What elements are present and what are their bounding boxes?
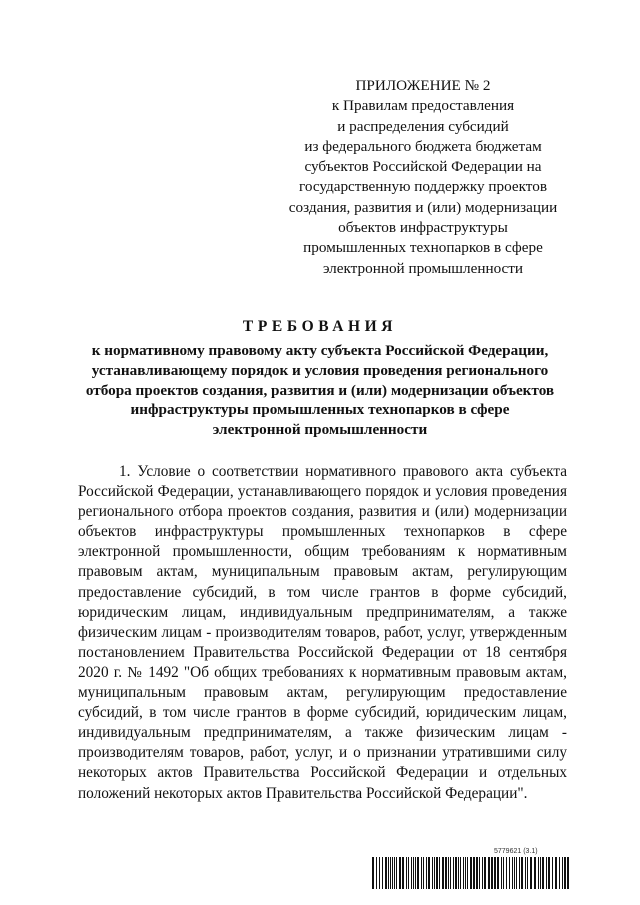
barcode-bar [501, 857, 502, 889]
barcode-bar [458, 857, 459, 889]
body-line: производителям товаров, работ, услуг, и о признании утратившими силу [78, 744, 567, 762]
barcode-bar [559, 857, 560, 889]
body-line: регионального отбора проектов создания, развития и (или) модернизации [78, 503, 567, 521]
body-line: предоставление субсидий, в том числе грантов в форме субсидий, [78, 583, 567, 601]
barcode-bar [540, 857, 541, 889]
appendix-header [278, 76, 568, 279]
barcode-bar [396, 857, 397, 889]
barcode-bar [497, 857, 499, 889]
barcode-bar [428, 857, 430, 889]
barcode-label: 5779621 (3.1) [494, 848, 538, 855]
barcode-bar [413, 857, 414, 889]
barcode-bar [460, 857, 461, 889]
subtitle-line: электронной промышленности [212, 421, 428, 439]
barcode-bar [399, 857, 401, 889]
barcode-image [372, 857, 569, 889]
document-subtitle [60, 341, 580, 440]
appendix-line: электронной промышленности [322, 259, 524, 277]
barcode-bar [388, 857, 389, 889]
barcode-bar [408, 857, 409, 889]
barcode-bar [432, 857, 433, 889]
barcode-bar [564, 857, 566, 889]
barcode-bar [534, 857, 536, 889]
barcode-bar [548, 857, 550, 889]
barcode-bar [434, 857, 435, 889]
barcode-bar [465, 857, 466, 889]
barcode-bar [546, 857, 547, 889]
barcode-bar [494, 857, 496, 889]
barcode-bar [555, 857, 557, 889]
barcode-bar [538, 857, 539, 889]
appendix-line: и распределения субсидий [337, 117, 509, 135]
barcode-bar [421, 857, 422, 889]
barcode-bar [436, 857, 438, 889]
barcode-bar [450, 857, 451, 889]
body-line: 1. Условие о соответствии нормативного правового акта субъекта [119, 463, 567, 480]
barcode-bar [506, 857, 507, 889]
barcode-bar [439, 857, 440, 889]
barcode-bar [470, 857, 472, 889]
body-paragraph [78, 462, 567, 804]
barcode-bar [562, 857, 563, 889]
barcode-bar [512, 857, 513, 889]
barcode-bar [379, 857, 380, 889]
barcode-bar [385, 857, 387, 889]
barcode-bar [552, 857, 553, 889]
appendix-line: создания, развития и (или) модернизации [288, 198, 558, 216]
barcode-bar [453, 857, 454, 889]
subtitle-line: инфраструктуры промышленных технопарков в сфере [130, 401, 510, 419]
appendix-line: ПРИЛОЖЕНИЕ № 2 [355, 77, 491, 94]
barcode-bar [417, 857, 419, 889]
barcode-bar [426, 857, 427, 889]
barcode-bar [406, 857, 407, 889]
barcode-bar [516, 857, 517, 889]
barcode-bar [448, 857, 449, 889]
barcode-bar [382, 857, 383, 889]
barcode-bar [525, 857, 526, 889]
barcode-bar [503, 857, 504, 889]
barcode-bar [479, 857, 480, 889]
barcode-bar [488, 857, 490, 889]
barcode-bar [376, 857, 377, 889]
appendix-line: промышленных технопарков в сфере [303, 239, 543, 257]
appendix-line: объектов инфраструктуры [338, 219, 508, 237]
appendix-line: из федерального бюджета бюджетам [304, 137, 542, 155]
barcode-bar [372, 857, 374, 889]
body-line: Российской Федерации, устанавливающего порядок и условия проведения [78, 483, 567, 501]
subtitle-line: к нормативному правовому акту субъекта Российской Федерации, [91, 342, 549, 359]
barcode-bar [484, 857, 486, 889]
appendix-line: субъектов Российской Федерации на [304, 158, 542, 176]
body-line: индивидуальным предпринимателям, а также физическим лицам - [78, 724, 567, 742]
barcode-bar [491, 857, 493, 889]
document-title: ТРЕБОВАНИЯ [242, 318, 398, 335]
barcode-bar [392, 857, 393, 889]
subtitle-line: отбора проектов создания, развития и (или) модернизации объектов [85, 381, 555, 399]
barcode-bar [567, 857, 569, 889]
barcode-bar [530, 857, 532, 889]
barcode-bar [482, 857, 483, 889]
subtitle-line: устанавливающему порядок и условия проведения регионального [91, 361, 549, 379]
barcode-bar [442, 857, 444, 889]
barcode-bar [467, 857, 468, 889]
body-line: положений некоторых актов Правительства Российской Федерации". [78, 784, 528, 802]
body-line: субсидий, в том числе грантов в форме субсидий, юридическим лицам, [78, 704, 567, 722]
body-line: юридическим лицам, индивидуальным предпринимателям, а также [78, 603, 567, 621]
barcode-bar [542, 857, 544, 889]
appendix-line: к Правилам предоставления [331, 97, 515, 115]
barcode-bar [445, 857, 447, 889]
barcode-bar [519, 857, 520, 889]
barcode-bar [463, 857, 464, 889]
barcode-bar [402, 857, 404, 889]
barcode-bar [423, 857, 424, 889]
body-line: некоторых актов Правительства Российской Федерации и отдельных [78, 764, 567, 782]
barcode-bar [527, 857, 528, 889]
barcode-bar [476, 857, 478, 889]
appendix-line: государственную поддержку проектов [299, 178, 547, 196]
barcode-bar [390, 857, 391, 889]
barcode-bar [411, 857, 412, 889]
body-line: правовым актам, муниципальным правовым актам, регулирующим [78, 563, 567, 581]
body-line: муниципальным правовым актам, регулирующим предоставление [78, 684, 567, 702]
body-line: электронной промышленности, общим требованиям к нормативным [78, 543, 567, 561]
barcode-bar [521, 857, 523, 889]
body-line: 2020 г. № 1492 "Об общих требованиях к нормативным правовым актам, [78, 663, 567, 681]
body-line: физическим лицам - производителям товаров, работ, услуг, утвержденным [78, 623, 567, 641]
barcode-bar [509, 857, 510, 889]
barcode-bar [415, 857, 416, 889]
body-line: постановлением Правительства Российской Федерации от 18 сентября [78, 643, 567, 661]
barcode-bar [455, 857, 457, 889]
body-line: объектов инфраструктуры промышленных технопарков в сфере [78, 523, 567, 541]
barcode-bar [514, 857, 515, 889]
barcode-bar [473, 857, 475, 889]
barcode-bar [394, 857, 395, 889]
